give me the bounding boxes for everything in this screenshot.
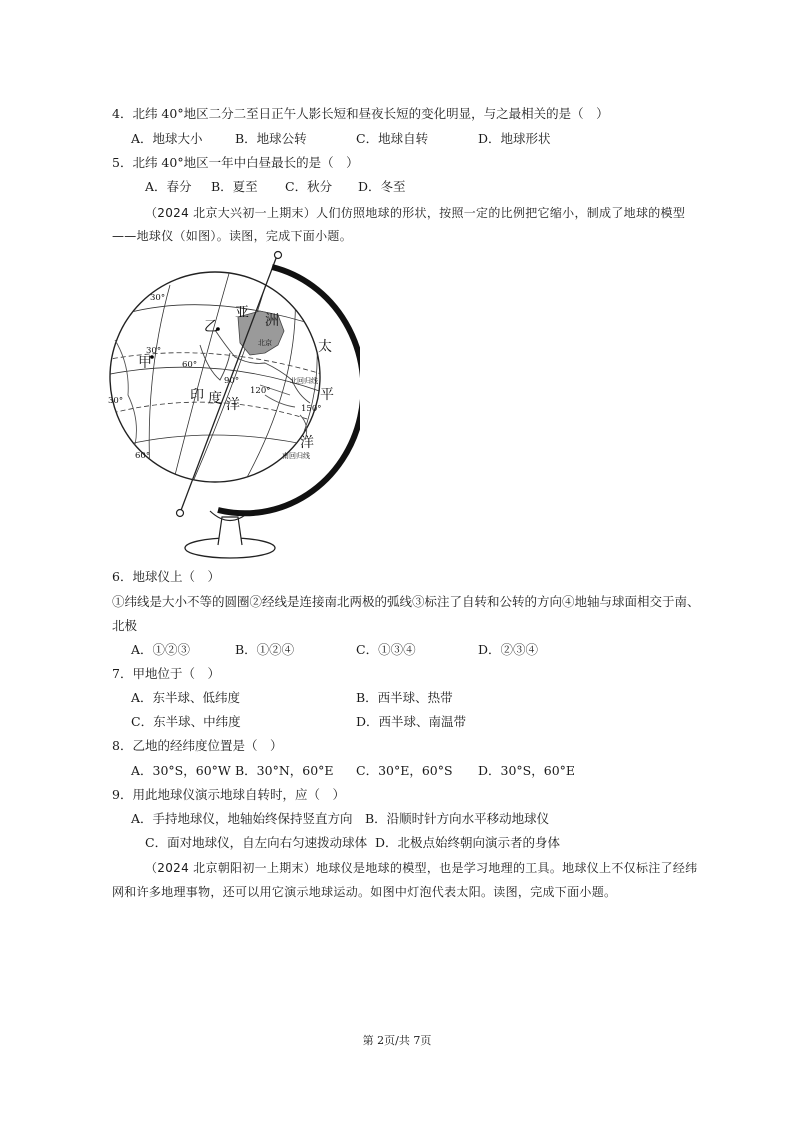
label-pacific-1: 太: [318, 339, 332, 355]
q7-option-b[interactable]: B．西半球、热带: [356, 690, 453, 705]
q4-option-a[interactable]: A．地球大小: [131, 131, 203, 146]
q6-option-c[interactable]: C．①③④: [356, 642, 416, 657]
q6-option-b[interactable]: B．①②④: [235, 642, 295, 657]
label-lat-30s: 30°: [108, 396, 124, 406]
label-beijing: 北京: [258, 339, 272, 347]
label-tropic-south: 南回归线: [282, 452, 310, 460]
q6-stem: 6．地球仪上（ ）: [112, 569, 220, 584]
q7-stem: 7．甲地位于（ ）: [112, 666, 220, 681]
q9-option-c[interactable]: C．面对地球仪，自左向右匀速拨动球体: [145, 835, 368, 850]
globe-figure: [100, 245, 360, 565]
label-lat-60s: 60°: [135, 451, 151, 461]
q6-statements-line2: 北极: [112, 618, 138, 633]
q4-option-c[interactable]: C．地球自转: [356, 131, 429, 146]
label-lon-90: 90°: [224, 376, 240, 386]
q5-option-c[interactable]: C．秋分: [285, 179, 333, 194]
q8-stem: 8．乙地的经纬度位置是（ ）: [112, 738, 283, 753]
q9-stem: 9．用此地球仪演示地球自转时，应（ ）: [112, 787, 345, 802]
q7-option-a[interactable]: A．东半球、低纬度: [131, 690, 241, 705]
label-asia-2: 洲: [265, 313, 279, 329]
q7-option-c[interactable]: C．东半球、中纬度: [131, 714, 241, 729]
q6-statements-line1: ①纬线是大小不等的圆圈②经线是连接南北两极的弧线③标注了自转和公转的方向④地轴与球面相交于南、: [112, 594, 700, 609]
q8-option-c[interactable]: C．30°E，60°S: [356, 763, 453, 778]
q8-option-d[interactable]: D．30°S，60°E: [478, 763, 576, 778]
label-yi: 乙: [204, 319, 218, 335]
intro-daxing-line2: ——地球仪（如图）。读图，完成下面小题。: [112, 229, 353, 243]
label-pacific-2: 平: [320, 387, 334, 403]
q9-option-b[interactable]: B．沿顺时针方向水平移动地球仪: [365, 811, 550, 826]
q6-option-a[interactable]: A．①②③: [131, 642, 191, 657]
label-indian-3: 洋: [226, 397, 240, 413]
q7-option-d[interactable]: D．西半球、南温带: [356, 714, 467, 729]
intro-daxing-line1: （2024 北京大兴初一上期末）人们仿照地球的形状，按照一定的比例把它缩小，制成了地球的模型: [145, 206, 686, 220]
label-lon-120: 120°: [250, 386, 271, 396]
q5-option-d[interactable]: D．冬至: [358, 179, 406, 194]
label-asia-1: 亚: [235, 305, 249, 321]
label-indian-2: 度: [208, 391, 222, 407]
q4-option-d[interactable]: D．地球形状: [478, 131, 551, 146]
label-jia: 甲: [138, 355, 152, 371]
label-tropic-north: 北回归线: [290, 377, 318, 385]
q5-option-a[interactable]: A．春分: [145, 179, 192, 194]
q8-option-b[interactable]: B．30°N，60°E: [235, 763, 334, 778]
q6-option-d[interactable]: D．②③④: [478, 642, 539, 657]
q9-option-a[interactable]: A．手持地球仪，地轴始终保持竖直方向: [131, 811, 353, 826]
q5-option-b[interactable]: B．夏至: [211, 179, 258, 194]
globe-stand: [185, 511, 275, 558]
label-lon-60: 60°: [182, 360, 198, 370]
page-number: 第 2页/共 7页: [362, 1034, 432, 1047]
label-lon-150: 150°: [301, 404, 322, 414]
label-indian-1: 印: [190, 388, 204, 404]
q9-option-d[interactable]: D．北极点始终朝向演示者的身体: [375, 835, 561, 850]
north-pole-knob: [275, 252, 282, 259]
q5-stem: 5．北纬 40°地区一年中白昼最长的是（ ）: [112, 155, 359, 170]
intro-chaoyang-line2: 网和许多地理事物，还可以用它演示地球运动。如图中灯泡代表太阳。读图，完成下面小题。: [112, 885, 617, 899]
intro-chaoyang-line1: （2024 北京朝阳初一上期末）地球仪是地球的模型，也是学习地理的工具。地球仪上不仅标注了经纬: [145, 861, 698, 875]
label-lat-30a: 30°: [146, 346, 162, 356]
label-lat-30n: 30°: [150, 293, 166, 303]
q8-option-a[interactable]: A．30°S，60°W: [131, 763, 231, 778]
south-pole-knob: [177, 510, 184, 517]
q4-option-b[interactable]: B．地球公转: [235, 131, 307, 146]
label-pacific-3: 洋: [300, 435, 314, 451]
q4-stem: 4．北纬 40°地区二分二至日正午人影长短和昼夜长短的变化明显，与之最相关的是（ ）: [112, 106, 609, 121]
